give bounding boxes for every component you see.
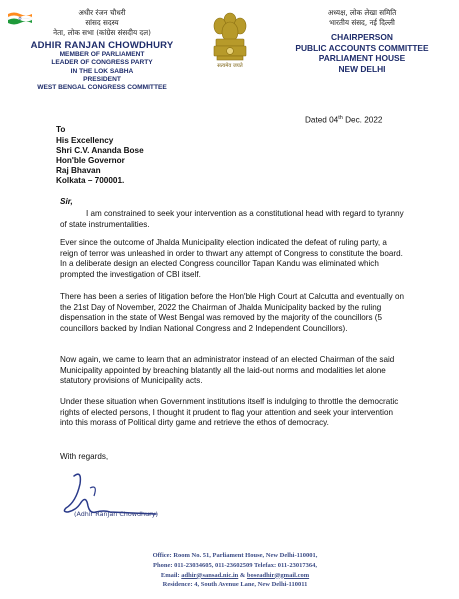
footer-phone: Phone: 011-23034605, 011-23602509 Telefax: 011-23017364,	[153, 561, 317, 569]
address-line: Shri C.V. Ananda Bose	[56, 146, 144, 155]
salutation: Sir,	[60, 197, 73, 206]
hindi-place: भारतीय संसद, नई दिल्ली	[329, 18, 395, 27]
paragraph: Ever since the outcome of Jhalda Municipality election indicated the defeat of ruling party, a reign of terror was unleashed in order to thwart any attempt of Congress to constitute the board. In a deliberate design an elected Congress councillor Tapan Kandu was eliminated which prompted the investigation of CBI itself.	[60, 238, 403, 279]
email-link[interactable]: adhir@sansad.nic.in	[181, 571, 239, 579]
address-line: Hon'ble Governor	[56, 156, 125, 165]
address-line: To	[56, 125, 66, 134]
hindi-line: नेता, लोक सभा (कांग्रेस संसदीय दल)	[53, 28, 151, 37]
footer-contact	[75, 551, 395, 590]
office-title-line: NEW DELHI	[338, 63, 386, 74]
date-text: Dated 04	[305, 115, 339, 125]
paragraph: Now again, we came to learn that an administrator instead of an elected Chairman of the said Municipality appointed by breaching blatantly all the laid-out norms and modalities let alone statutory provisions of Municipality acts.	[60, 355, 395, 386]
paragraph: There has been a series of litigation before the Hon'ble High Court at Calcutta and eventually on the 21st Day of November, 2022 the Chairman of Jhalda Municipality backed by the ruling dispensation in the state of West Bengal was removed by the majority of the councillors (5 councillors backed by Indian National Congress and 2 Independent Councillors).	[60, 292, 404, 333]
email-separator: &	[238, 571, 247, 579]
sender-title-line: WEST BENGAL CONGRESS COMMITTEE	[37, 84, 167, 92]
national-emblem-icon	[205, 6, 255, 80]
sender-title-line: IN THE LOK SABHA	[70, 67, 134, 75]
email-link[interactable]: boseadhir@gmail.com	[246, 571, 310, 579]
date-ordinal: th	[338, 115, 343, 121]
letter-date	[305, 115, 382, 125]
letterhead-right	[278, 8, 446, 74]
letterhead-left	[22, 8, 182, 92]
closing: With regards,	[60, 452, 109, 461]
hindi-name: अधीर रंजन चौधरी	[78, 8, 126, 17]
address-line: His Excellency	[56, 136, 114, 145]
date-text-end: Dec. 2022	[342, 115, 383, 125]
paragraph: I am constrained to seek your intervention as a constitutional head with regard to tyranny of state instrumentalities.	[60, 209, 404, 229]
sender-title-line: PRESIDENT	[83, 75, 121, 83]
emblem-motto: सत्यमेव जयते	[217, 63, 243, 69]
sender-title-line: LEADER OF CONGRESS PARTY	[51, 59, 153, 67]
sender-name: ADHIR RANJAN CHOWDHURY	[30, 40, 174, 51]
footer-office: Office: Room No. 51, Parliament House, New Delhi-110001,	[152, 552, 318, 559]
recipient-address	[56, 125, 144, 186]
address-line: Raj Bhavan	[56, 166, 101, 175]
office-title-line: PARLIAMENT HOUSE	[318, 53, 406, 63]
sender-title-line: MEMBER OF PARLIAMENT	[59, 51, 145, 58]
hindi-office: अध्यक्ष, लोक लेखा समिति	[327, 8, 397, 17]
hindi-role: सांसद सदस्य	[85, 18, 119, 27]
email-label: Email:	[160, 571, 182, 579]
paragraph: Under these situation when Government institutions itself is indulging to throttle the democratic rights of elected persons, I thought it prudent to flag your attention and seek your intervention into this morass of Political dirty game and retrieve the ethos of democracy.	[60, 397, 399, 428]
office-title-line: CHAIRPERSON	[331, 32, 393, 42]
footer-email	[75, 571, 395, 581]
office-title-line: PUBLIC ACCOUNTS COMMITTEE	[295, 42, 429, 53]
footer-residence: Residence: 4, South Avenue Lane, New Delhi-110011	[162, 581, 308, 589]
signature-name: (Adhir Ranjan Chowdhury)	[74, 510, 159, 518]
address-line: Kolkata – 700001.	[56, 176, 125, 185]
